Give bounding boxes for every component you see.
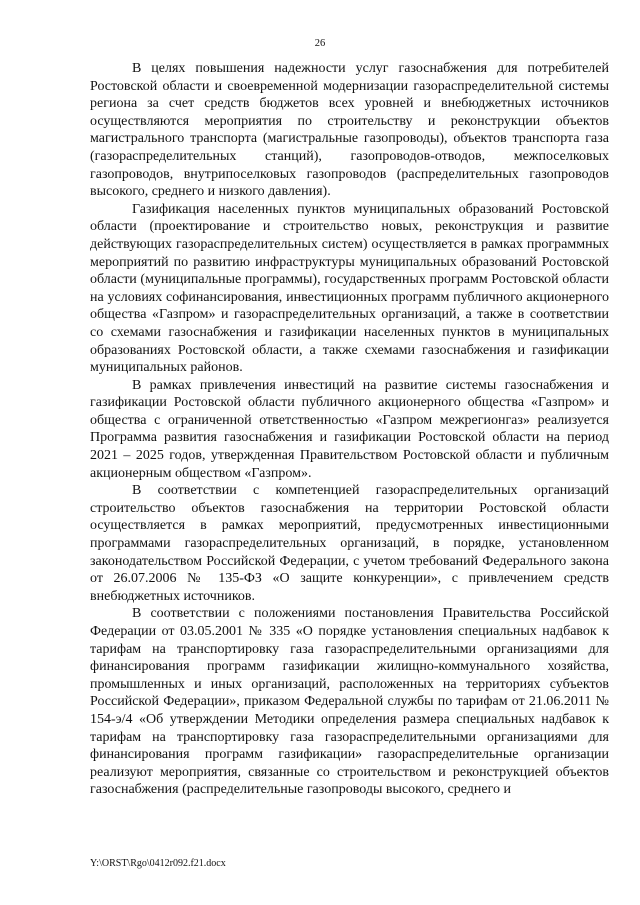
document-body [90, 60, 609, 799]
paragraph-municipal-gasification: Газификация населенных пунктов муниципальных образований Ростовской области (проектирование и строительство новых, реконструкция и развитие действующих газораспределительных систем) осуществляется в рамках программных мероприятий по развитию инфраструктуры муниципальных образований Ростовской области (муниципальные программы), государственных программ Ростовской области на условиях софинансирования, инвестиционных программ публичного акционерного общества «Газпром» и газораспределительных организаций, а также в соответствии со схемами газоснабжения и газификации населенных пунктов в муниципальных образованиях Ростовской области, а также схемами газоснабжения и газификации муниципальных районов. [90, 201, 609, 376]
paragraph-gas-supply-reliability: В целях повышения надежности услуг газоснабжения для потребителей Ростовской области и своевременной модернизации газораспределительной системы региона за счет средств бюджетов всех уровней и внебюджетных источников осуществляются мероприятия по строительству и реконструкции объектов магистрального транспорта (магистральные газопроводы), объектов транспорта газа (газораспределительных станций), газопроводов-отводов, межпоселковых газопроводов, внутрипоселковых газопроводов (распределительных газопроводов высокого, среднего и низкого давления). [90, 61, 609, 200]
footer-file-path: Y:\ORST\Rgo\0412r092.f21.docx [90, 858, 226, 869]
paragraph-gazprom-investment-program: В рамках привлечения инвестиций на развитие системы газоснабжения и газификации Ростовской области публичного акционерного общества «Газпром» и общества с ограниченной ответственностью «Газпром межрегионгаз» реализуется Программа развития газоснабжения и газификации Ростовской области на период 2021 – 2025 годов, утвержденная Правительством Ростовской области и публичным акционерным обществом «Газпром». [90, 377, 609, 481]
paragraph-tariff-surcharges: В соответствии с положениями постановления Правительства Российской Федерации от 03.05.2001 № 335 «О порядке установления специальных надбавок к тарифам на транспортировку газа газораспределительными организациями для финансирования программ газификации жилищно-коммунального хозяйства, промышленных и иных организаций, расположенных на территориях субъектов Российской Федерации», приказом Федеральной службы по тарифам от 21.06.2011 № 154-э/4 «Об утверждении Методики определения размера специальных надбавок к тарифам на транспортировку газа газораспределительными организациями для финансирования программ газификации» газораспределительные организации реализуют мероприятия, связанные со строительством и реконструкцией объектов газоснабжения (распределительные газопроводы высокого, среднего и [90, 606, 609, 798]
paragraph-distribution-organizations-competence: В соответствии с компетенцией газораспределительных организаций строительство объектов газоснабжения на территории Ростовской области осуществляется в рамках мероприятий, предусмотренных инвестиционными программами газораспределительных организаций, в порядке, установленном законодательством Российской Федерации, с учетом требований Федерального закона от 26.07.2006 № 135-ФЗ «О защите конкуренции», с привлечением средств внебюджетных источников. [90, 483, 609, 604]
page-number: 26 [314, 38, 326, 49]
